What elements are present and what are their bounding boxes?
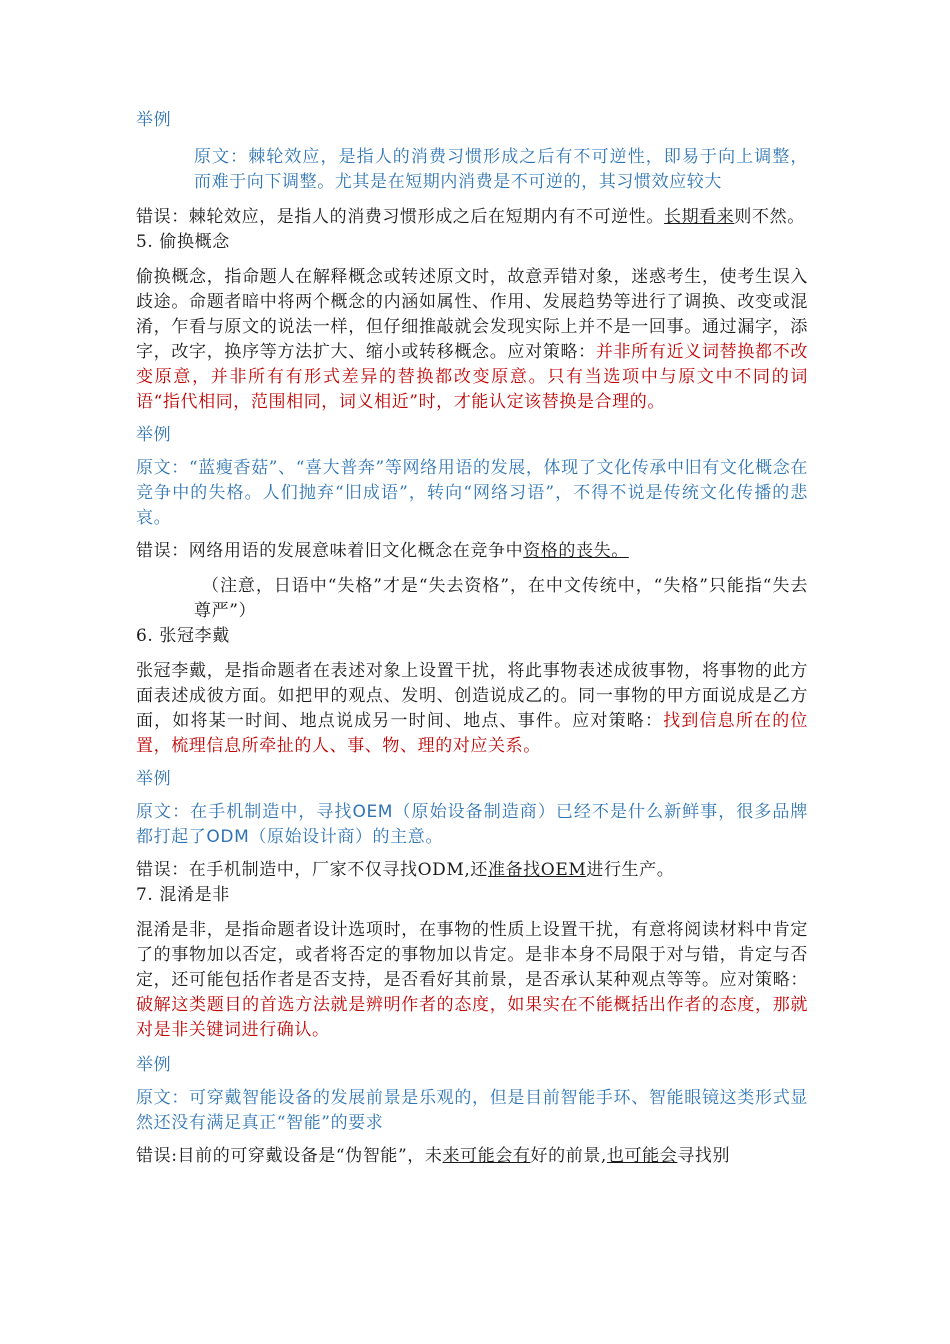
quote-text: （原始设备制造商）已经不是什么新鲜事，很多品牌都打起了 bbox=[136, 802, 808, 847]
example-label: 举例 bbox=[136, 425, 172, 445]
example-original-quote: 原文：棘轮效应，是指人的消费习惯形成之后有不可逆性，即易于向上调整，而难于向下调整。尤其是在短期内消费是不可逆的，其习惯效应较大 bbox=[194, 147, 808, 192]
error-text: 错误：在手机制造中，厂家不仅寻找ODM,还 bbox=[136, 860, 488, 880]
error-underlined-text: 准备找OEM bbox=[487, 860, 587, 880]
error-underlined-text: 来可能会有 bbox=[442, 1146, 531, 1166]
section-5-body bbox=[136, 265, 808, 415]
strategy-text: 破解这类题目的首选方法就是辨明作者的态度，如果实在不能概括出作者的态度，那就对是非关键词进行确认。 bbox=[136, 995, 808, 1040]
quote-acronym: ODM bbox=[206, 827, 250, 847]
example-error bbox=[136, 205, 808, 230]
section-heading-6: 6. 张冠李戴 bbox=[136, 626, 230, 646]
quote-text: 原文：在手机制造中，寻找 bbox=[136, 802, 353, 822]
error-underlined-text: 资格的丧失。 bbox=[523, 541, 629, 561]
section-heading-7: 7. 混淆是非 bbox=[136, 885, 230, 905]
quote-acronym: OEM bbox=[352, 802, 394, 822]
example-error bbox=[136, 858, 808, 883]
error-text: 错误:目前的可穿戴设备是“伪智能”，未 bbox=[136, 1146, 443, 1166]
body-text: 偷换概念，指命题人在解释概念或转述原文时，故意弄错对象，迷惑考生，使考生误入歧途。命题者暗中将两个概念的内涵如属性、作用、发展趋势等进行了调换、改变或混淆，乍看与原文的说法一样，但仔细推敲就会发现实际上并不是一回事。通过漏字，添字，改字，换序等方法扩大、缩小或转移概念。应对策略： bbox=[136, 267, 808, 362]
error-text: 进行生产。 bbox=[586, 860, 675, 880]
document-page bbox=[136, 108, 808, 1169]
example-error bbox=[136, 539, 808, 564]
error-underlined-text: 长期看来 bbox=[664, 207, 735, 227]
body-text: 张冠李戴，是指命题者在表述对象上设置干扰，将此事物表述成彼事物，将事物的此方面表述成彼方面。如把甲的观点、发明、创造说成乙的。同一事物的甲方面说成是乙方面，如将某一时间、地点说成另一时间、地点、事件。应对策略： bbox=[136, 661, 808, 731]
error-text: 则不然。 bbox=[734, 207, 805, 227]
example-label: 举例 bbox=[136, 769, 172, 789]
example-original-quote bbox=[136, 800, 808, 850]
example-original-quote: 原文：“蓝瘦香菇”、“喜大普奔”等网络用语的发展，体现了文化传承中旧有文化概念在竞争中的失格。人们抛弃“旧成语”，转向“网络习语”，不得不说是传统文化传播的悲哀。 bbox=[136, 458, 808, 528]
error-underlined-text: 也可能会 bbox=[606, 1146, 678, 1166]
example-original-quote: 原文：可穿戴智能设备的发展前景是乐观的，但是目前智能手环、智能眼镜这类形式显然还没有满足真正“智能”的要求 bbox=[136, 1088, 808, 1133]
section-7-body bbox=[136, 918, 808, 1043]
strategy-text: 并非所有近义词替换都不改变原意，并非所有有形式差异的替换都改变原意。只有当选项中与原文中不同的词语“指代相同，范围相同，词义相近”时，才能认定该替换是合理的。 bbox=[136, 342, 808, 412]
error-text: 好的前景, bbox=[530, 1146, 607, 1166]
example-error bbox=[136, 1144, 808, 1169]
example-label: 举例 bbox=[136, 110, 172, 130]
body-text: 混淆是非，是指命题者设计选项时，在事物的性质上设置干扰，有意将阅读材料中肯定了的事物加以否定，或者将否定的事物加以肯定。是非本身不局限于对与错，肯定与否定，还可能包括作者是否支持，是否看好其前景，是否承认某种观点等等。应对策略： bbox=[136, 920, 808, 990]
error-text: 错误：棘轮效应，是指人的消费习惯形成之后在短期内有不可逆性。 bbox=[136, 207, 664, 227]
strategy-text: 找到信息所在的位置，梳理信息所牵扯的人、事、物、理的对应关系。 bbox=[136, 711, 808, 756]
section-heading-5: 5. 偷换概念 bbox=[136, 232, 230, 252]
quote-text: （原始设计商）的主意。 bbox=[249, 827, 443, 847]
example-label: 举例 bbox=[136, 1055, 172, 1075]
example-note: （注意，日语中“失格”才是“失去资格”，在中文传统中，“失格”只能指“失去尊严”） bbox=[194, 576, 808, 621]
error-text: 错误：网络用语的发展意味着旧文化概念在竞争中 bbox=[136, 541, 524, 561]
section-6-body bbox=[136, 659, 808, 759]
error-text: 寻找别 bbox=[677, 1146, 731, 1166]
